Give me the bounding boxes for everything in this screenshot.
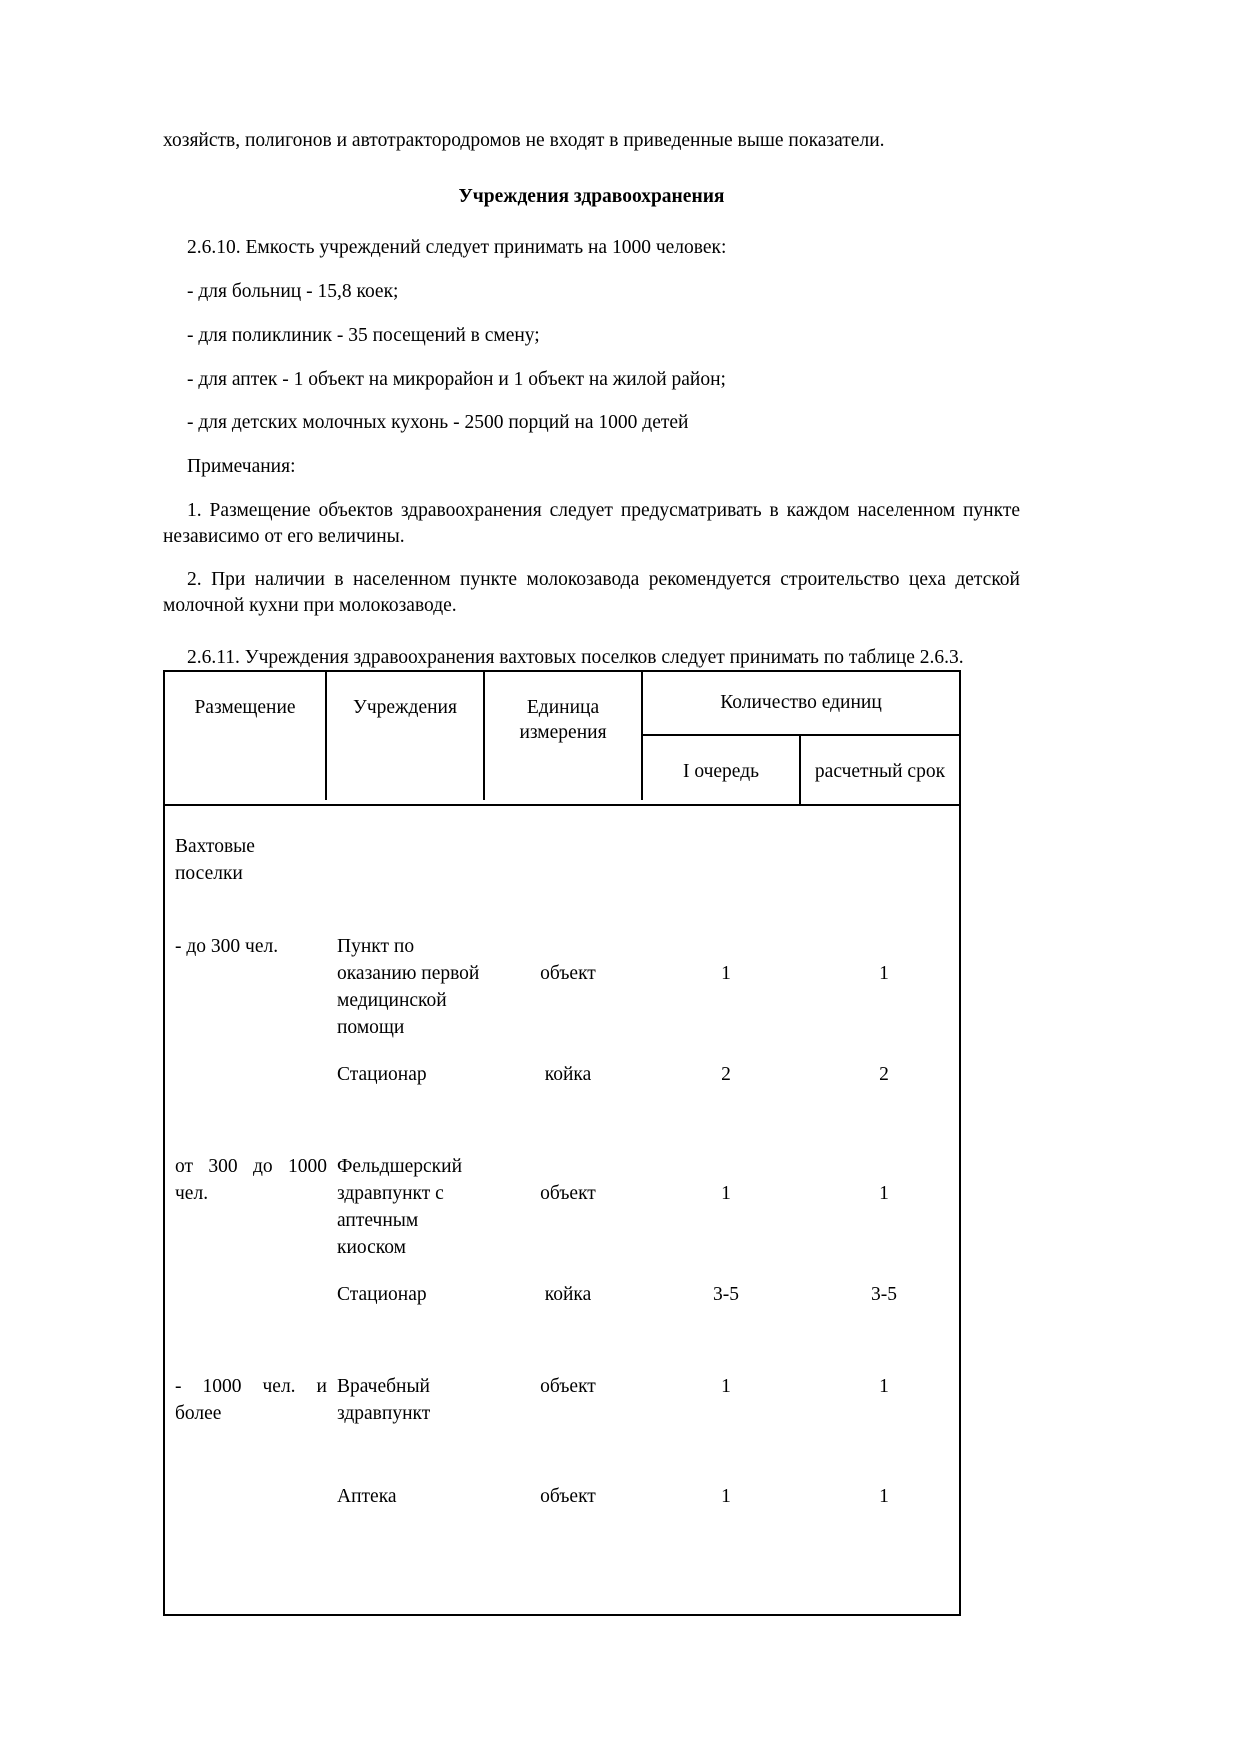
- cell-first-stage: 1: [721, 963, 731, 984]
- spacer: [163, 392, 1020, 410]
- cell-design-period: 2: [879, 1064, 889, 1085]
- cell-first-stage: 1: [721, 1183, 731, 1204]
- cell-design-period: 1: [879, 963, 889, 984]
- cell-first-stage: 3-5: [713, 1284, 739, 1305]
- header-placement: [165, 672, 327, 800]
- cell-placement: от 300 до 1000 чел.: [175, 1156, 327, 1204]
- cell-institution: Фельдшерский здравпункт с аптечным киоском: [337, 1156, 463, 1258]
- cell-unit: объект: [540, 1376, 596, 1397]
- cell-institution: Стационар: [337, 1064, 427, 1085]
- group-label-line1: Вахтовые: [175, 836, 255, 857]
- cell-unit: объект: [540, 1486, 596, 1507]
- clause-2-6-10: 2.6.10. Емкость учреждений следует принимать на 1000 человек:: [187, 237, 727, 259]
- clause-2-6-11: 2.6.11. Учреждения здравоохранения вахтовых поселков следует принимать по таблице 2.6.3.: [187, 646, 964, 668]
- bullet-hospitals: - для больниц - 15,8 коек;: [187, 281, 399, 303]
- cell-unit: объект: [540, 1183, 596, 1204]
- header-unit-line2: измерения: [519, 721, 607, 743]
- header-unit: [485, 672, 643, 800]
- cell-first-stage: 2: [721, 1064, 731, 1085]
- table-row: [165, 906, 959, 1038]
- cell-first-stage: 1: [721, 1376, 731, 1397]
- header-first-stage: I очередь: [643, 736, 801, 804]
- cell-placement: - 1000 чел. и более: [175, 1376, 327, 1424]
- header-institutions: [327, 672, 485, 800]
- header-quantity-subrow: [643, 736, 959, 804]
- section-heading: Учреждения здравоохранения: [458, 185, 725, 207]
- table-row: [165, 1346, 959, 1456]
- table-row: [165, 1034, 959, 1126]
- header-institutions-label: Учреждения: [353, 697, 457, 718]
- bullet-clinics: - для поликлиник - 35 посещений в смену;: [187, 324, 540, 346]
- spacer: [163, 349, 1020, 367]
- cell-institution: Аптека: [337, 1486, 397, 1507]
- cell-design-period: 1: [879, 1376, 889, 1397]
- note-1: 1. Размещение объектов здравоохранения следует предусматривать в каждом населенном пункте независимо от его величины.: [163, 499, 1020, 547]
- notes-label: Примечания:: [187, 456, 296, 478]
- table-header-row: [165, 672, 959, 806]
- spacer: [163, 305, 1020, 323]
- note-2: 2. При наличии в населенном пункте молокозавода рекомендуется строительство цеха детской молочной кухни при молокозаводе.: [163, 569, 1020, 617]
- document-body: [163, 128, 1020, 730]
- header-quantity-group: [643, 672, 959, 804]
- cell-unit: койка: [544, 1064, 592, 1085]
- cell-design-period: 1: [879, 1486, 889, 1507]
- table-row: [165, 1254, 959, 1346]
- header-quantity-label: Количество единиц: [643, 672, 959, 736]
- cell-institution: Пункт по оказанию первой медицинской помощи: [337, 936, 480, 1038]
- header-placement-label: Размещение: [194, 697, 296, 718]
- spacer: [163, 549, 1020, 567]
- bullet-pharmacies: - для аптек - 1 объект на микрорайон и 1 объект на жилой район;: [187, 368, 726, 390]
- intro-paragraph: хозяйств, полигонов и автотрактородромов не входят в приведенные выше показатели.: [163, 130, 885, 151]
- group-label: [175, 834, 327, 888]
- cell-placement: - до 300 чел.: [175, 936, 279, 957]
- cell-first-stage: 1: [721, 1486, 731, 1507]
- cell-unit: объект: [540, 963, 596, 984]
- table-row: [165, 1126, 959, 1258]
- spacer: [163, 436, 1020, 454]
- spacer: [163, 480, 1020, 498]
- cell-design-period: 3-5: [871, 1284, 897, 1305]
- bullet-milk-kitchens: - для детских молочных кухонь - 2500 порций на 1000 детей: [187, 412, 689, 434]
- header-unit-line1: Единица: [526, 697, 600, 718]
- spacer: [163, 209, 1020, 235]
- cell-design-period: 1: [879, 1183, 889, 1204]
- table-group-label-row: [165, 806, 959, 906]
- table-2-6-3: [163, 670, 961, 1616]
- cell-unit: койка: [544, 1284, 592, 1305]
- table-bottom-padding: [165, 1566, 959, 1614]
- spacer: [163, 619, 1020, 645]
- group-label-line2: поселки: [175, 862, 243, 884]
- table-body: [165, 806, 959, 1614]
- cell-institution: Врачебный здравпункт: [337, 1376, 431, 1424]
- cell-institution: Стационар: [337, 1284, 427, 1305]
- header-design-period: расчетный срок: [814, 761, 946, 782]
- table-row: [165, 1456, 959, 1566]
- spacer: [163, 261, 1020, 279]
